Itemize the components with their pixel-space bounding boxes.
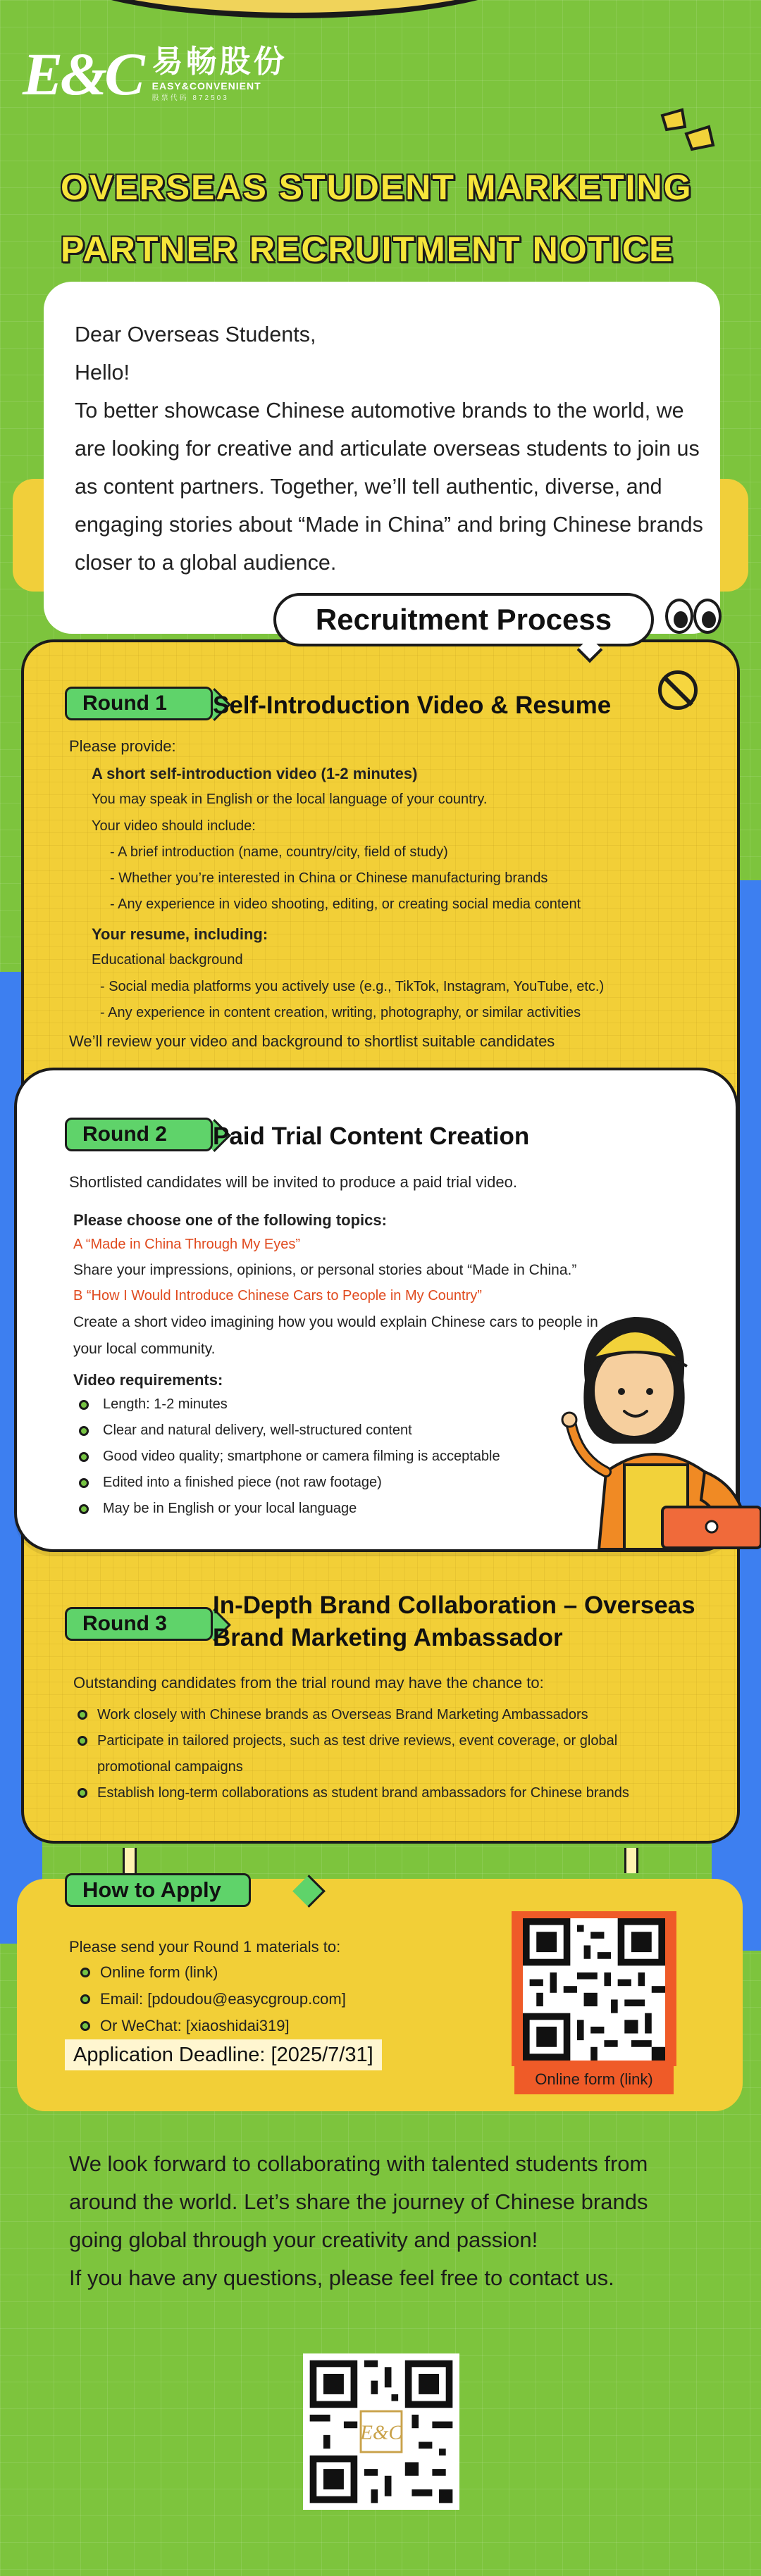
closing-line-1: We look forward to collaborating with talented students from around the world. Let’s share the journey of Chinese brands going global through your creativity and passion! — [69, 2151, 648, 2252]
round-1-title: Self-Introduction Video & Resume — [213, 692, 612, 719]
bullet-icon — [80, 2021, 90, 2031]
application-deadline: Application Deadline: [2025/7/31] — [65, 2039, 382, 2070]
closing-text — [69, 2145, 703, 2297]
round-2-intro: Shortlisted candidates will be invited to produce a paid trial video. — [69, 1173, 517, 1191]
round-3-item-3: Establish long-term collaborations as student brand ambassadors for Chinese brands — [97, 1785, 629, 1801]
round-1-resume-2: - Social media platforms you actively use (e.g., TikTok, Instagram, YouTube, etc.) — [100, 979, 605, 994]
apply-tag: How to Apply — [65, 1873, 276, 1910]
brand-name-en: EASY&CONVENIENT — [151, 80, 261, 92]
bullet-icon — [80, 1968, 90, 1977]
bullet-icon — [78, 1788, 87, 1798]
bullet-icon — [79, 1504, 89, 1514]
round-3-item-2: Participate in tailored projects, such as test drive reviews, event coverage, or global — [97, 1733, 618, 1749]
round-2-choose: Please choose one of the following topics: — [73, 1211, 387, 1229]
round-3-item-1: Work closely with Chinese brands as Overseas Brand Marketing Ambassadors — [97, 1707, 588, 1722]
closing-line-2: If you have any questions, please feel free to contact us. — [69, 2265, 614, 2290]
round-1-resume-3: - Any experience in content creation, writing, photography, or similar activities — [100, 1005, 581, 1020]
apply-form[interactable]: Online form (link) — [100, 1963, 218, 1981]
eye-icon-right — [693, 599, 722, 634]
round-2-req-head: Video requirements: — [73, 1371, 223, 1389]
greeting: Dear Overseas Students, — [75, 323, 316, 346]
apply-send: Please send your Round 1 materials to: — [69, 1938, 341, 1956]
round-2-tag: Round 2 — [65, 1118, 234, 1154]
round-1-video-head: A short self-introduction video (1-2 minutes) — [92, 765, 418, 782]
bullet-icon — [79, 1426, 89, 1436]
logo-mark: E&C — [23, 40, 142, 108]
bullet-icon — [78, 1736, 87, 1746]
connector — [624, 1848, 638, 1873]
requirement-1: Length: 1-2 minutes — [103, 1396, 228, 1412]
process-heading: Recruitment Process — [273, 593, 654, 646]
footer-qr-code-icon[interactable] — [303, 2353, 459, 2510]
hello: Hello! — [75, 361, 130, 384]
round-2-topic-b-desc-2: your local community. — [73, 1341, 216, 1357]
round-2-title: Paid Trial Content Creation — [213, 1123, 530, 1150]
round-2-topic-a: A “Made in China Through My Eyes” — [73, 1237, 301, 1252]
round-3-title-1: In-Depth Brand Collaboration – Overseas — [213, 1592, 695, 1619]
intro-body: To better showcase Chinese automotive brands to the world, we are looking for creative and articulate overseas students to join us as content partners. Together, we’ll tell authentic, diverse, and engaging stories about “Made in China” and bring Chinese brands closer to a global audience. — [75, 399, 703, 575]
round-1-tag: Round 1 — [65, 687, 234, 723]
round-1-item-1: - A brief introduction (name, country/city, field of study) — [110, 844, 448, 860]
bullet-icon — [80, 1994, 90, 2004]
brand-logo — [23, 40, 287, 108]
round-1-video-lang: You may speak in English or the local language of your country. — [92, 792, 488, 807]
character-illustration — [557, 1296, 761, 1549]
connector — [123, 1848, 137, 1873]
requirement-3: Good video quality; smartphone or camera filming is acceptable — [103, 1449, 500, 1464]
round-1-review: We’ll review your video and background to shortlist suitable candidates — [69, 1032, 555, 1050]
bullet-icon — [79, 1400, 89, 1410]
title-line-1: OVERSEAS STUDENT MARKETING — [61, 168, 693, 207]
title-line-2: PARTNER RECRUITMENT NOTICE — [61, 230, 674, 269]
requirement-2: Clear and natural delivery, well-structured content — [103, 1423, 412, 1438]
prohibit-icon — [658, 670, 698, 710]
round-1-please: Please provide: — [69, 737, 176, 755]
round-3-intro: Outstanding candidates from the trial round may have the chance to: — [73, 1674, 544, 1692]
round-1-resume-1: Educational background — [92, 952, 243, 968]
footer-qr-mark: E&C — [360, 2421, 402, 2444]
brand-stock: 股票代码 872503 — [151, 94, 229, 102]
requirement-4: Edited into a finished piece (not raw footage) — [103, 1475, 382, 1490]
round-1-resume-head: Your resume, including: — [92, 925, 268, 943]
bullet-icon — [79, 1452, 89, 1462]
bullet-icon — [79, 1478, 89, 1488]
intro-text — [75, 315, 709, 582]
round-1-item-3: - Any experience in video shooting, editing, or creating social media content — [110, 896, 581, 912]
round-3-title-2: Brand Marketing Ambassador — [213, 1624, 563, 1651]
round-2-topic-b: B “How I Would Introduce Chinese Cars to People in My Country” — [73, 1288, 482, 1303]
requirement-5: May be in English or your local language — [103, 1501, 357, 1516]
qr-label[interactable]: Online form (link) — [514, 2065, 674, 2094]
apply-wechat: Or WeChat: [xiaoshidai319] — [100, 2017, 290, 2034]
round-3-tag: Round 3 — [65, 1607, 234, 1644]
round-1-item-2: - Whether you’re interested in China or Chinese manufacturing brands — [110, 870, 548, 886]
round-3-item-2-cont: promotional campaigns — [97, 1759, 243, 1775]
eye-icon-left — [665, 599, 693, 634]
bullet-icon — [78, 1710, 87, 1720]
brand-name-cn: 易畅股份 — [151, 43, 287, 80]
round-2-topic-a-desc: Share your impressions, opinions, or personal stories about “Made in China.” — [73, 1262, 577, 1278]
round-1-video-include: Your video should include: — [92, 818, 256, 834]
apply-email[interactable]: Email: [pdoudou@easycgroup.com] — [100, 1990, 346, 2008]
page-title — [61, 156, 709, 280]
qr-code-icon[interactable] — [520, 1918, 668, 2061]
spark-icon — [655, 106, 719, 155]
round-2-topic-b-desc-1: Create a short video imagining how you would explain Chinese cars to people in — [73, 1314, 598, 1330]
